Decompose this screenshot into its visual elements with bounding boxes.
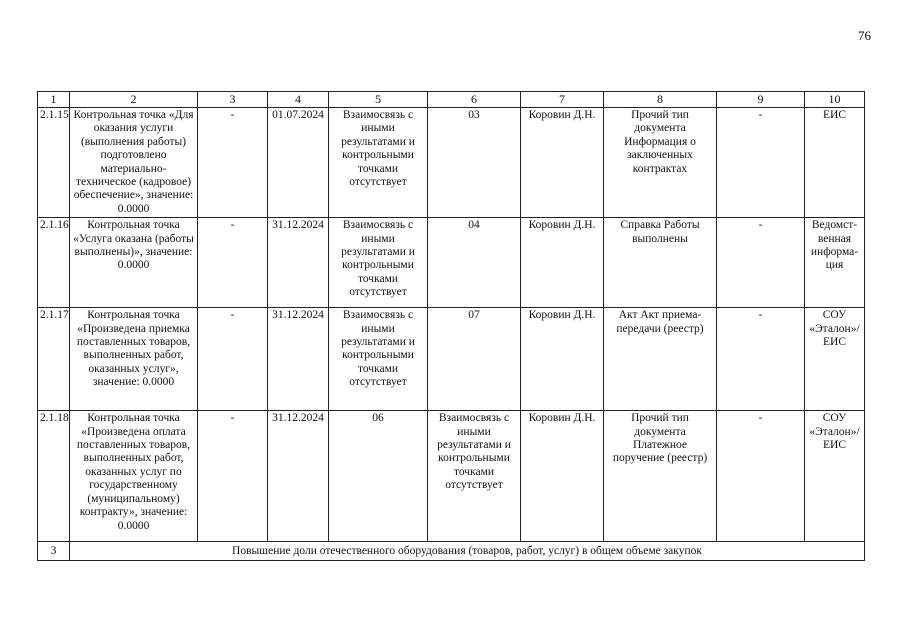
cell-col6: 04	[428, 218, 521, 308]
control-points-table	[37, 91, 865, 561]
responsible-person: Коровин Д.Н.	[521, 411, 604, 542]
date-cell: 31.12.2024	[268, 308, 329, 411]
col-header-6: 6	[428, 92, 521, 108]
row-number: 2.1.18	[38, 411, 70, 542]
responsible-person: Коровин Д.Н.	[521, 108, 604, 218]
cell-col3: -	[198, 411, 268, 542]
document-type: Прочий тип документа Информация о заключенных контрактах	[604, 108, 717, 218]
control-point-name: Контрольная точка «Произведена оплата поставленных товаров, выполненных работ, оказанных услуг по государственному (муниципальному) контракту», значение: 0.0000	[70, 411, 198, 542]
section-number: 3	[38, 542, 70, 561]
cell-col5: Взаимосвязь с иными результатами и контрольными точками отсутствует	[329, 308, 428, 411]
page-number: 76	[858, 28, 871, 43]
col-header-7: 7	[521, 92, 604, 108]
responsible-person: Коровин Д.Н.	[521, 308, 604, 411]
row-number: 2.1.16	[38, 218, 70, 308]
cell-col6: Взаимосвязь с иными результатами и контрольными точками отсутствует	[428, 411, 521, 542]
col-header-2: 2	[70, 92, 198, 108]
col-header-4: 4	[268, 92, 329, 108]
cell-col3: -	[198, 218, 268, 308]
cell-col5: Взаимосвязь с иными результатами и контрольными точками отсутствует	[329, 218, 428, 308]
info-system: СОУ «Эталон»/ ЕИС	[805, 308, 865, 411]
row-number: 2.1.17	[38, 308, 70, 411]
col-header-9: 9	[717, 92, 805, 108]
date-cell: 01.07.2024	[268, 108, 329, 218]
col-header-3: 3	[198, 92, 268, 108]
cell-col3: -	[198, 308, 268, 411]
document-type: Акт Акт приема-передачи (реестр)	[604, 308, 717, 411]
cell-col9: -	[717, 108, 805, 218]
document-type: Справка Работы выполнены	[604, 218, 717, 308]
cell-col5: Взаимосвязь с иными результатами и контрольными точками отсутствует	[329, 108, 428, 218]
control-point-name: Контрольная точка «Произведена приемка поставленных товаров, выполненных работ, оказанных услуг», значение: 0.0000	[70, 308, 198, 411]
cell-col6: 07	[428, 308, 521, 411]
document-type: Прочий тип документа Платежное поручение (реестр)	[604, 411, 717, 542]
table-row	[38, 218, 865, 308]
section-row	[38, 542, 865, 561]
info-system: ЕИС	[805, 108, 865, 218]
table-row	[38, 108, 865, 218]
table-row	[38, 411, 865, 542]
col-header-8: 8	[604, 92, 717, 108]
control-point-name: Контрольная точка «Для оказания услуги (выполнения работы) подготовлено материально-техническое (кадровое) обеспечение», значение: 0.0000	[70, 108, 198, 218]
date-cell: 31.12.2024	[268, 218, 329, 308]
control-point-name: Контрольная точка «Услуга оказана (работы выполнены)», значение: 0.0000	[70, 218, 198, 308]
row-number: 2.1.15	[38, 108, 70, 218]
cell-col3: -	[198, 108, 268, 218]
cell-col9: -	[717, 308, 805, 411]
cell-col9: -	[717, 411, 805, 542]
cell-col9: -	[717, 218, 805, 308]
date-cell: 31.12.2024	[268, 411, 329, 542]
info-system: Ведомст-венная информа-ция	[805, 218, 865, 308]
cell-col5: 06	[329, 411, 428, 542]
cell-col6: 03	[428, 108, 521, 218]
header-row	[38, 92, 865, 108]
col-header-5: 5	[329, 92, 428, 108]
section-title: Повышение доли отечественного оборудования (товаров, работ, услуг) в общем объеме закупок	[70, 542, 865, 561]
info-system: СОУ «Эталон»/ ЕИС	[805, 411, 865, 542]
col-header-10: 10	[805, 92, 865, 108]
col-header-1: 1	[38, 92, 70, 108]
table-row	[38, 308, 865, 411]
responsible-person: Коровин Д.Н.	[521, 218, 604, 308]
